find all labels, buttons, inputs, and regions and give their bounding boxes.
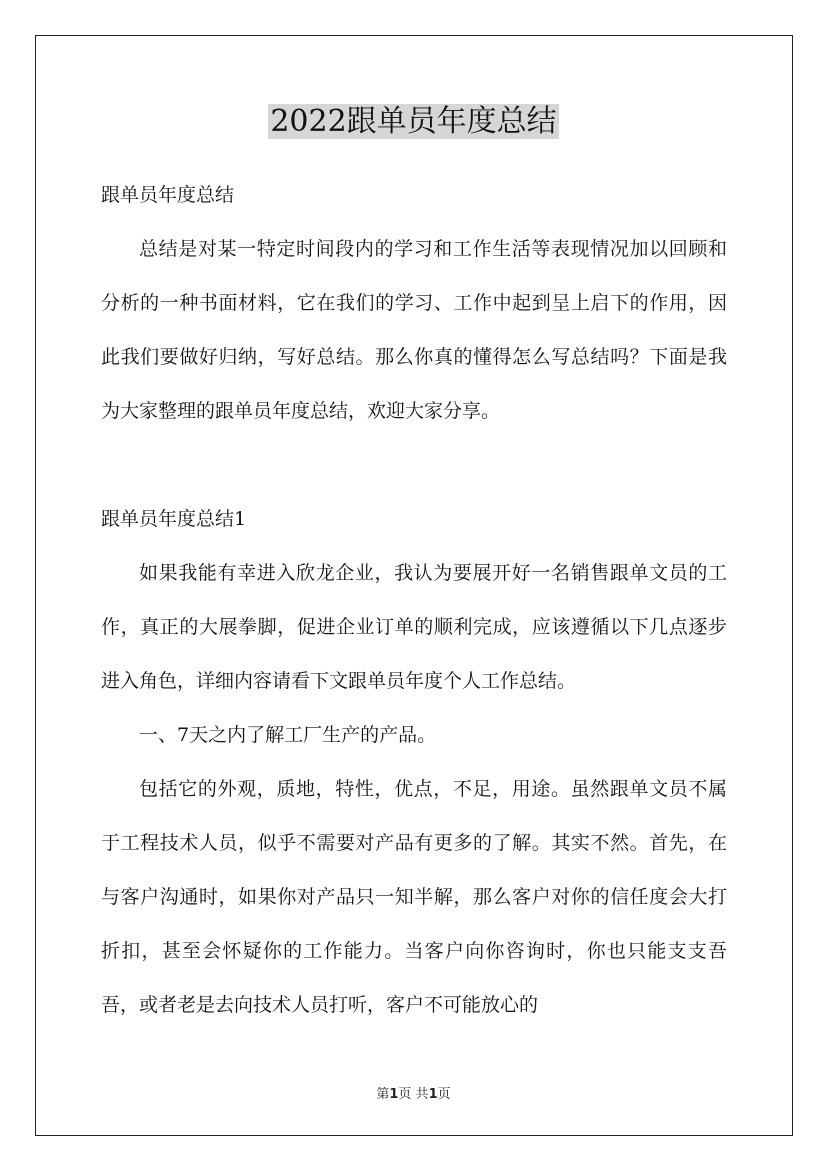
section1-heading: 跟单员年度总结1 — [101, 508, 247, 530]
document-body — [101, 168, 727, 1032]
document-subtitle: 跟单员年度总结 — [101, 184, 235, 206]
intro-paragraph: 总结是对某一特定时间段内的学习和工作生活等表现情况加以回顾和分析的一种书面材料，它在我们的学习、工作中起到呈上启下的作用，因此我们要做好归纳，写好总结。那么你真的懂得怎么写总结吗？下面是我为大家整理的跟单员年度总结，欢迎大家分享。 — [101, 238, 727, 422]
document-title-block — [0, 102, 827, 142]
page-total: 1 — [428, 1087, 438, 1102]
page-footer — [0, 1083, 827, 1102]
page-prefix: 第 — [376, 1087, 390, 1102]
document-title: 2022跟单员年度总结 — [270, 104, 557, 139]
section1-paragraph-1: 如果我能有幸进入欣龙企业，我认为要展开好一名销售跟单文员的工作，真正的大展拳脚，促进企业订单的顺利完成，应该遵循以下几点逐步进入角色，详细内容请看下文跟单员年度个人工作总结。 — [101, 562, 727, 692]
section-gap — [101, 438, 727, 492]
page-suffix: 页 — [437, 1087, 451, 1102]
page-current: 1 — [389, 1087, 399, 1102]
page-mid: 页 共 — [398, 1087, 429, 1102]
section1-point-1: 一、7天之内了解工厂生产的产品。 — [139, 724, 437, 746]
section1-paragraph-2: 包括它的外观，质地，特性，优点，不足，用途。虽然跟单文员不属于工程技术人员，似乎不需要对产品有更多的了解。其实不然。首先，在与客户沟通时，如果你对产品只一知半解，那么客户对你的信任度会大打折扣，甚至会怀疑你的工作能力。当客户向你咨询时，你也只能支支吾吾，或者老是去向技术人员打听，客户不可能放心的 — [101, 778, 727, 1016]
